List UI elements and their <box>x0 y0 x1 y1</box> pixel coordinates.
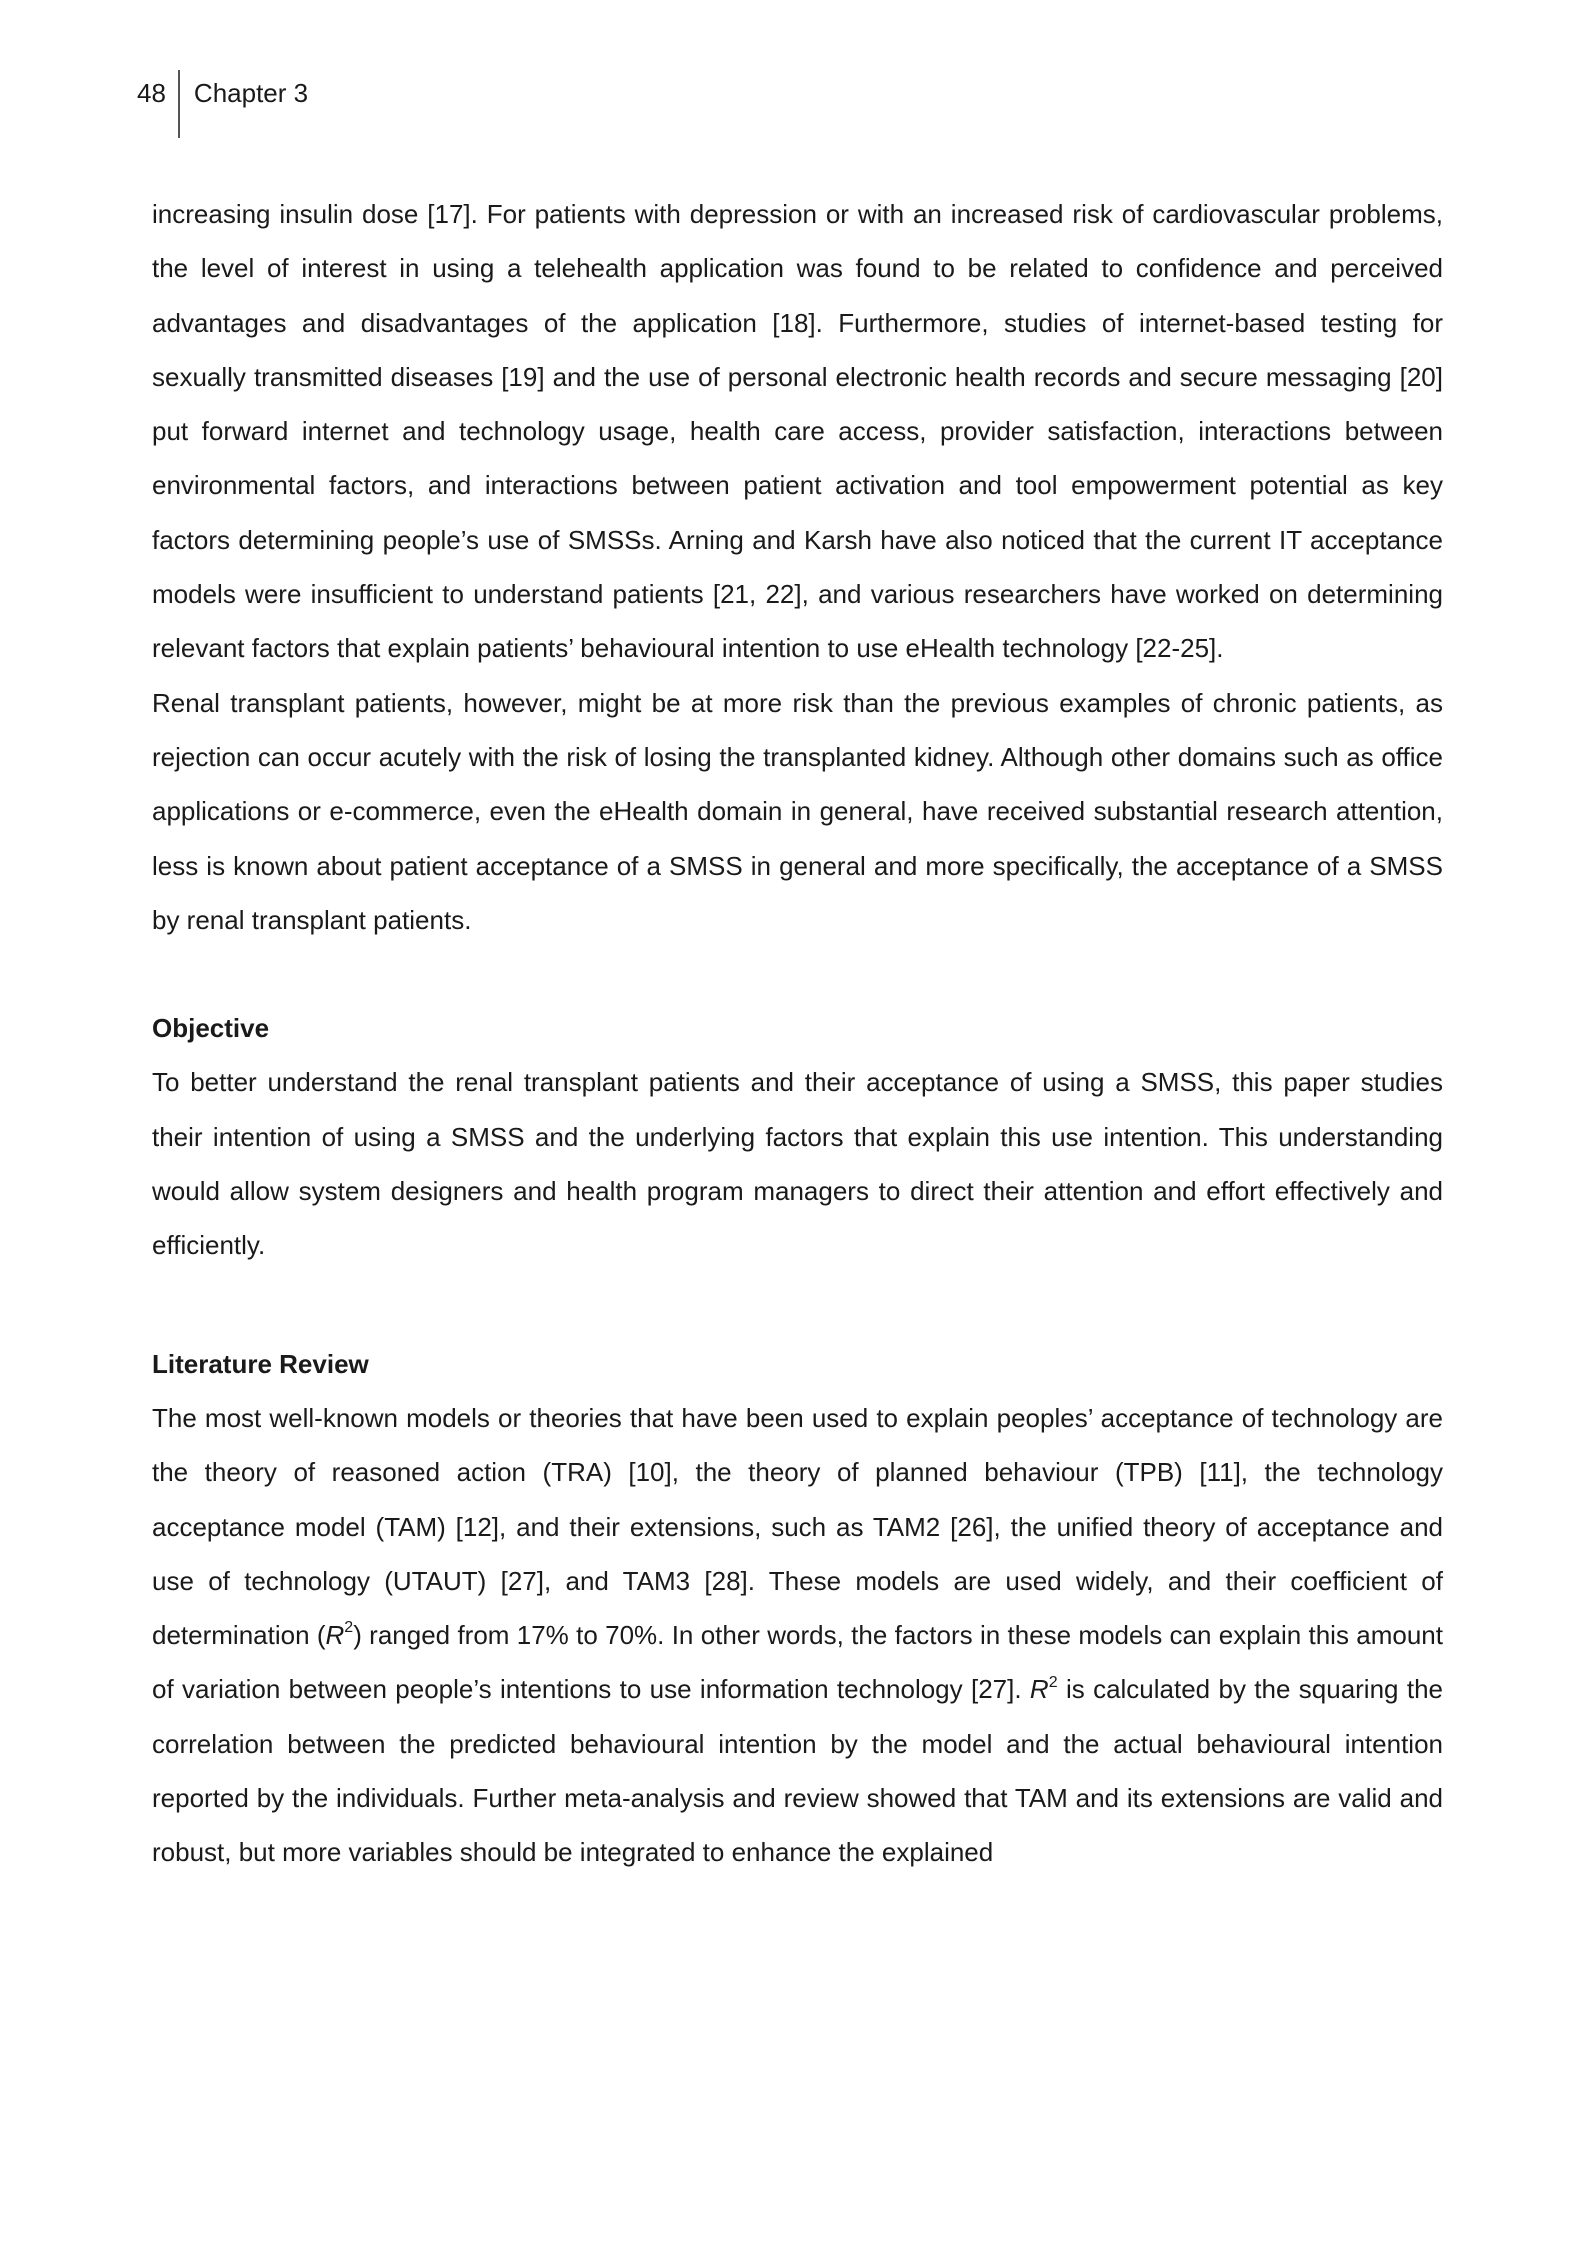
section-spacer <box>152 947 1443 1001</box>
r-squared-symbol: R <box>325 1620 345 1651</box>
chapter-label: Chapter 3 <box>193 78 309 108</box>
intro-paragraph-2: Renal transplant patients, however, might be at more risk than the previous examples of chronic patients, as rejection can occur acutely with the risk of losing the transplanted kidney. Although other domains such as office applications or e-commerce, even the eHealth domain in general, have received substantial research attention, less is known about patient acceptance of a SMSS in general and more specifically, the acceptance of a SMSS by renal transplant patients. <box>152 687 1443 935</box>
lit-text-part-1: The most well-known models or theories that have been used to explain peoples’ acceptance of technology are the theory of reasoned action (TRA) [10], the theory of planned behaviour (TPB) [11], the technology acceptance model (TAM) [12], and their extensions, such as TAM2 [26], the unified theory of acceptance and use of technology (UTAUT) [27], and TAM3 [28]. These models are used widely, and their coefficient of determination ( <box>152 1402 1443 1651</box>
literature-review-paragraph <box>152 1391 1443 1880</box>
superscript-2: 2 <box>344 1619 354 1637</box>
literature-review-heading: Literature Review <box>152 1348 369 1379</box>
lit-text-part-2: ) ranged from 17% to 70%. In other words, the factors in these models can explain this amount of variation between people’s intentions to use information technology [27]. <box>152 1620 1443 1705</box>
section-spacer <box>152 1273 1443 1337</box>
objective-heading: Objective <box>152 1013 270 1044</box>
r-squared-symbol: R <box>1029 1674 1049 1705</box>
superscript-2: 2 <box>1048 1673 1058 1691</box>
objective-paragraph: To better understand the renal transplant patients and their acceptance of using a SMSS, this paper studies their intention of using a SMSS and the underlying factors that explain this use intention. This understanding would allow system designers and health program managers to direct their attention and effort effectively and efficiently. <box>152 1067 1443 1261</box>
lit-text-part-3: is calculated by the squaring the correlation between the predicted behavioural intention by the model and the actual behavioural intention reported by the individuals. Further meta-analysis and review showed that TAM and its extensions are valid and robust, but more variables should be integrated to enhance the explained <box>152 1674 1443 1868</box>
running-header <box>137 70 308 138</box>
body-text <box>152 187 1443 1880</box>
intro-paragraph-1: increasing insulin dose [17]. For patients with depression or with an increased risk of cardiovascular problems, the level of interest in using a telehealth application was found to be related to confidence and perceived advantages and disadvantages of the application [18]. Furthermore, studies of internet-based testing for sexually transmitted diseases [19] and the use of personal electronic health records and secure messaging [20] put forward internet and technology usage, health care access, provider satisfaction, interactions between environmental factors, and interactions between patient activation and tool empowerment potential as key factors determining people’s use of SMSSs. Arning and Karsh have also noticed that the current IT acceptance models were insufficient to understand patients [21, 22], and various researchers have worked on determining relevant factors that explain patients’ behavioural intention to use eHealth technology [22-25]. <box>152 199 1443 664</box>
page-number: 48 <box>137 78 166 108</box>
